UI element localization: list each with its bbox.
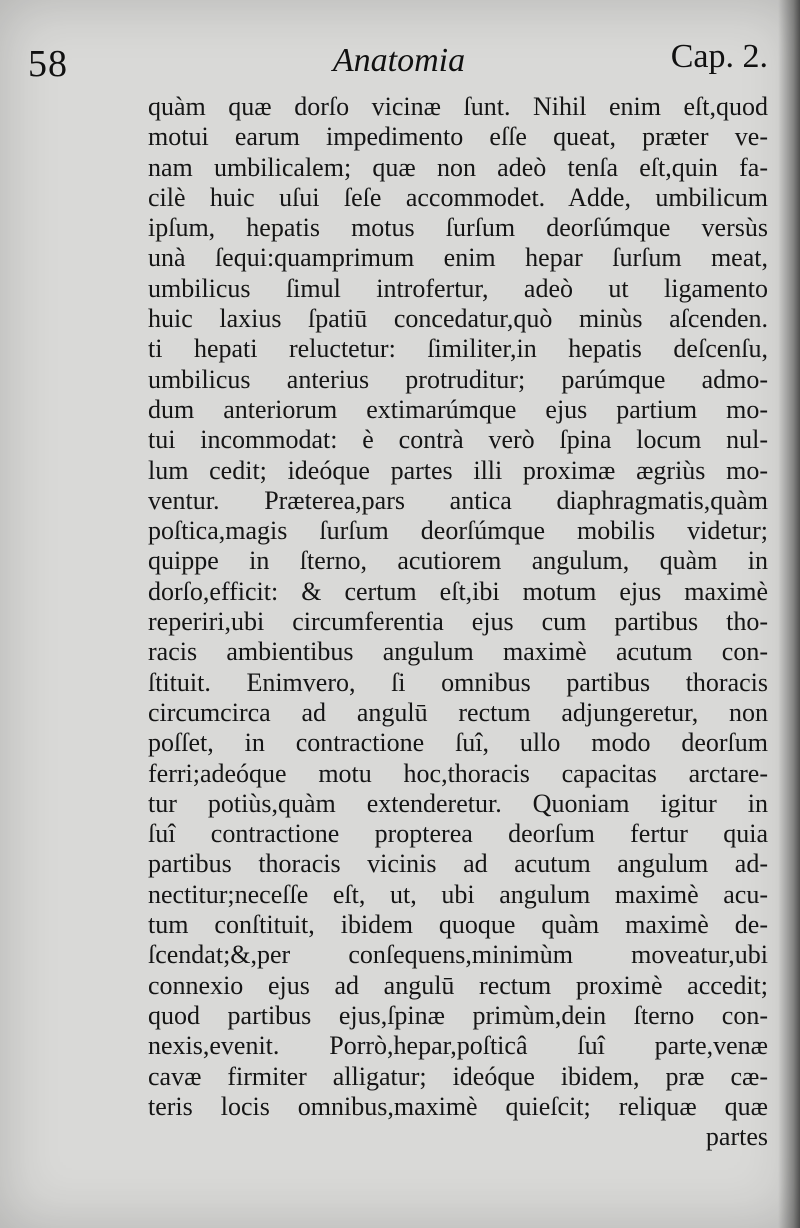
text-line: umbilicus ſimul introfertur, adeò ut ligamento: [148, 273, 768, 303]
text-line: cilè huic uſui ſeſe accommodet. Adde, umbilicum: [148, 182, 768, 212]
page-header: [28, 34, 770, 84]
text-line: quippe in ſterno, acutiorem angulum, quàm in: [148, 546, 768, 576]
text-line: teris locis omnibus,maximè quieſcit; reliquæ quæ: [148, 1091, 768, 1121]
text-line: poſſet, in contractione ſuî, ullo modo deorſum: [148, 728, 768, 758]
text-line: tui incommodat: è contrà verò ſpina locum nul-: [148, 425, 768, 455]
chapter-label: Cap. 2.: [670, 38, 768, 75]
text-line: huic laxius ſpatiū concedatur,quò minùs aſcenden.: [148, 304, 768, 334]
text-line: connexio ejus ad angulū rectum proximè accedit;: [148, 970, 768, 1000]
text-line: ferri;adeóque motu hoc,thoracis capacitas arctare-: [148, 758, 768, 788]
text-line: racis ambientibus angulum maximè acutum con-: [148, 637, 768, 667]
text-line: unà ſequi:quamprimum enim hepar ſurſum meat,: [148, 243, 768, 273]
text-line: cavæ firmiter alligatur; ideóque ibidem, præ cæ-: [148, 1061, 768, 1091]
text-line: partes: [705, 1122, 768, 1152]
text-line: quàm quæ dorſo vicinæ ſunt. Nihil enim eſt,quod: [148, 92, 768, 121]
text-line: nectitur;neceſſe eſt, ut, ubi angulum maximè acu-: [148, 879, 768, 909]
page-number: 58: [28, 43, 68, 85]
text-line: ſcendat;&,per conſequens,minimùm moveatur,ubi: [148, 940, 768, 970]
running-title: Anatomia: [332, 42, 466, 79]
text-line: circumcirca ad angulū rectum adjungeretur, non: [148, 697, 768, 727]
text-line: ti hepati reluctetur: ſimiliter,in hepatis deſcenſu,: [148, 334, 768, 364]
text-line: motui earum impedimento eſſe queat, præter ve-: [148, 122, 768, 152]
text-line: dum anteriorum extimarúmque ejus partium mo-: [148, 394, 768, 424]
text-line: ſtituit. Enimvero, ſi omnibus partibus thoracis: [148, 667, 768, 697]
text-line: reperiri,ubi circumferentia ejus cum partibus tho-: [148, 607, 768, 637]
text-line: tur potiùs,quàm extenderetur. Quoniam igitur in: [148, 788, 768, 818]
text-line: poſtica,magis ſurſum deorſúmque mobilis videtur;: [148, 516, 768, 546]
text-line: dorſo,efficit: & certum eſt,ibi motum ejus maximè: [148, 576, 768, 606]
text-line: partibus thoracis vicinis ad acutum angulum ad-: [148, 849, 768, 879]
page-gutter-shadow: [778, 0, 800, 1228]
text-line: umbilicus anterius protruditur; parúmque admo-: [148, 364, 768, 394]
text-line: ipſum, hepatis motus ſurſum deorſúmque versùs: [148, 213, 768, 243]
text-line: nam umbilicalem; quæ non adeò tenſa eſt,quin fa-: [148, 152, 768, 182]
body-text: [148, 92, 768, 1152]
text-line: ſuî contractione propterea deorſum fertur quia: [148, 819, 768, 849]
text-line: nexis,evenit. Porrò,hepar,poſticâ ſuî parte,venæ: [148, 1031, 768, 1061]
text-line: quod partibus ejus,ſpinæ primùm,dein ſterno con-: [148, 1000, 768, 1030]
text-line: tum conſtituit, ibidem quoque quàm maximè de-: [148, 910, 768, 940]
text-line: ventur. Præterea,pars antica diaphragmatis,quàm: [148, 485, 768, 515]
text-line: lum cedit; ideóque partes illi proximæ ægriùs mo-: [148, 455, 768, 485]
